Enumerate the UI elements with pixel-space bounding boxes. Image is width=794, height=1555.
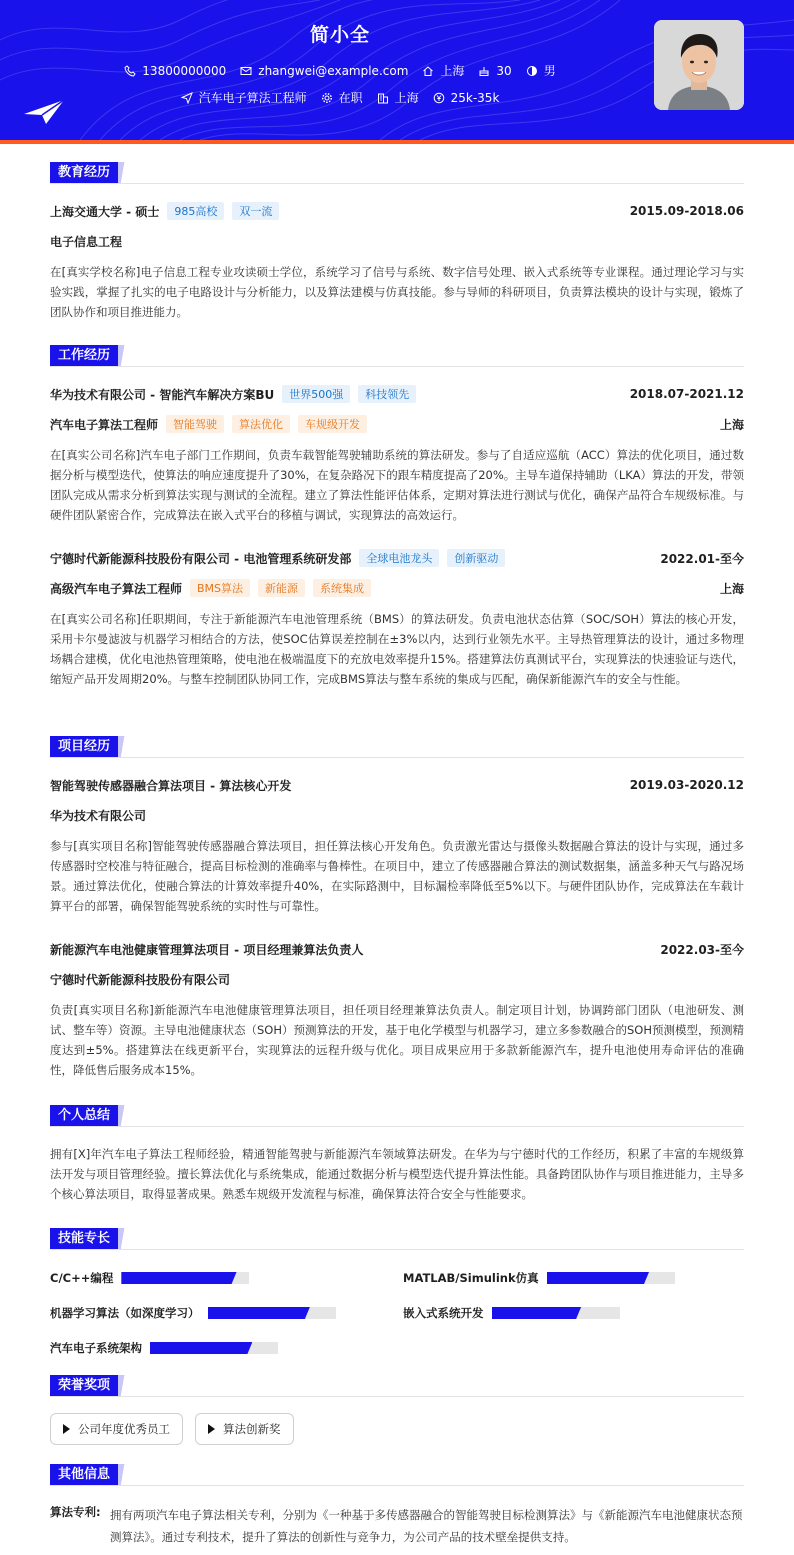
resume-header [0, 0, 794, 140]
role-tag: BMS算法 [190, 579, 250, 597]
projects-title: 项目经历 [50, 736, 118, 758]
education-major-row [50, 232, 744, 250]
project-name: 智能驾驶传感器融合算法项目 - 算法核心开发 [50, 778, 292, 793]
company-tag: 世界500强 [282, 385, 350, 403]
cake-icon [478, 65, 490, 77]
school-name: 上海交通大学 - 硕士 [50, 204, 160, 219]
project-company-row [50, 970, 744, 988]
award-item [50, 1413, 183, 1445]
gear-icon [321, 92, 333, 104]
title-tail [118, 736, 130, 758]
other-title: 其他信息 [50, 1464, 118, 1486]
building-icon [377, 92, 389, 104]
education-entry-header [50, 202, 744, 220]
work-title: 工作经历 [50, 345, 118, 367]
skill-name: 汽车电子系统架构 [50, 1341, 142, 1355]
skill-bar [121, 1272, 249, 1284]
skill-item [403, 1305, 620, 1321]
title-tail [118, 1228, 130, 1250]
section-divider [50, 1126, 744, 1127]
skill-bar [150, 1342, 278, 1354]
skill-name: 嵌入式系统开发 [403, 1306, 484, 1320]
other-section-title [50, 1464, 130, 1486]
title-tail [118, 1105, 130, 1127]
skill-name: MATLAB/Simulink仿真 [403, 1271, 539, 1285]
send-icon [181, 92, 193, 104]
education-date: 2015.09-2018.06 [629, 204, 744, 218]
role-name: 高级汽车电子算法工程师 [50, 581, 183, 596]
role-tag: 算法优化 [232, 415, 290, 433]
section-divider [50, 366, 744, 367]
award-item [195, 1413, 294, 1445]
money-icon [433, 92, 445, 104]
age-text: 30 [496, 63, 512, 78]
gender-info [526, 62, 556, 79]
company-tag: 全球电池龙头 [359, 549, 439, 567]
role-name: 汽车电子算法工程师 [50, 417, 159, 432]
section-divider [50, 1485, 744, 1486]
status-text: 在职 [338, 91, 363, 105]
role-tag: 智能驾驶 [166, 415, 224, 433]
email-icon [240, 65, 252, 77]
skill-item [403, 1270, 675, 1286]
job-row [0, 89, 680, 106]
projects-section-title [50, 736, 130, 758]
work-entry-header [50, 385, 744, 403]
summary-text: 拥有[X]年汽车电子算法工程师经验，精通智能驾驶与新能源汽车领域算法研发。在华为与宁德时代的工作经历，积累了丰富的车规级算法开发与项目管理经验。擅长算法优化与系统集成，能通过数据分析与模型迭代提升算法性能。具备跨团队协作与项目推进能力，主导多个核心算法项目，取得显著成果。熟悉车规级开发流程与标准，确保算法符合安全与性能要求。 [50, 1147, 744, 1201]
title-tail [118, 162, 130, 184]
project-company-row [50, 806, 744, 824]
project-description: 参与[真实项目名称]智能驾驶传感器融合算法项目，担任算法核心开发角色。负责激光雷达与摄像头数据融合算法的设计与实现，通过多传感器时空校准与特征融合，提高目标检测的准确率与鲁棒性。在项目中，建立了传感器融合算法的测试数据集，涵盖多种天气与路况场景。通过算法优化，使融合算法的计算效率提升40%，在实际路测中，目标漏检率降低至5%以下。与硬件团队协作，完成算法在车载计算平台的部署，确保智能驾驶系统的实时性与可靠性。 [50, 839, 744, 913]
work-description: 在[真实公司名称]汽车电子部门工作期间，负责车载智能驾驶辅助系统的算法研发。参与了自适应巡航（ACC）算法的优化项目，通过数据分析与模型迭代，使算法的响应速度提升了30%，在复杂路况下的跟车精度提高了20%。主导车道保持辅助（LKA）算法的开发，带领团队完成从需求分析到算法实现与测试的全流程。建立了算法性能评估体系，定期对算法进行测试与优化，确保产品符合车规级标准。与硬件团队紧密合作，完成算法在嵌入式平台的移植与调试，实现算法的高效运行。 [50, 448, 744, 522]
title-tail [118, 345, 130, 367]
project-company: 宁德时代新能源科技股份有限公司 [50, 972, 231, 987]
work-city: 上海 [719, 417, 744, 432]
work-role-row [50, 415, 744, 433]
gender-text: 男 [543, 64, 556, 78]
education-title: 教育经历 [50, 162, 118, 184]
education-description: 在[真实学校名称]电子信息工程专业攻读硕士学位，系统学习了信号与系统、数字信号处理、嵌入式系统等专业课程。通过理论学习与实验实践，掌握了扎实的电子电路设计与分析能力，以及算法建模与仿真技能。参与导师的科研项目，负责算法模块的设计与实现，锻炼了团队协作和项目推进能力。 [50, 265, 744, 319]
location-info [422, 62, 464, 79]
email-info [240, 64, 408, 78]
avatar [654, 20, 744, 110]
title-tail [118, 1464, 130, 1486]
position-info [181, 89, 307, 106]
location-text: 上海 [440, 64, 465, 78]
city-info [377, 89, 419, 106]
school-tag: 985高校 [167, 202, 224, 220]
company-tag: 创新驱动 [447, 549, 505, 567]
work-date: 2022.01-至今 [660, 551, 744, 566]
summary-title: 个人总结 [50, 1105, 118, 1127]
major-name: 电子信息工程 [50, 234, 123, 249]
gender-icon [526, 65, 538, 77]
status-info [321, 89, 363, 106]
work-entry-header [50, 549, 744, 567]
section-divider [50, 1396, 744, 1397]
salary-text: 25k-35k [450, 90, 500, 105]
paper-plane-icon [24, 100, 64, 124]
skill-item [50, 1340, 278, 1356]
work-city: 上海 [719, 581, 744, 596]
summary-section-title [50, 1105, 130, 1127]
avatar-portrait [654, 20, 744, 110]
triangle-bullet-icon [63, 1424, 70, 1434]
role-tag: 系统集成 [313, 579, 371, 597]
skill-item [50, 1305, 336, 1321]
section-divider [50, 757, 744, 758]
header-accent-line [0, 140, 794, 144]
skill-bar-fill [121, 1272, 236, 1284]
skills-section-title [50, 1228, 130, 1250]
skill-bar [547, 1272, 675, 1284]
phone-text: 13800000000 [142, 63, 227, 78]
awards-section-title [50, 1375, 130, 1397]
phone-icon [124, 65, 136, 77]
contact-row [0, 62, 680, 79]
section-divider [50, 183, 744, 184]
skill-item [50, 1270, 249, 1286]
section-divider [50, 1249, 744, 1250]
home-icon [422, 65, 434, 77]
skill-bar-fill [547, 1272, 649, 1284]
company-name: 宁德时代新能源科技股份有限公司 - 电池管理系统研发部 [50, 551, 352, 566]
patent-label: 算法专利: [50, 1505, 101, 1519]
work-date: 2018.07-2021.12 [629, 387, 744, 401]
project-company: 华为技术有限公司 [50, 808, 147, 823]
skill-name: 机器学习算法（如深度学习） [50, 1306, 200, 1320]
project-entry-header [50, 776, 744, 794]
project-description: 负责[真实项目名称]新能源汽车电池健康管理算法项目，担任项目经理兼算法负责人。制定项目计划，协调跨部门团队（电池研发、测试、整车等）资源。主导电池健康状态（SOH）预测算法的开发，基于电化学模型与机器学习，建立多参数融合的SOH预测模型，预测精度达到±5%。搭建算法在线更新平台，实现算法的远程升级与优化。项目成果应用于多款新能源汽车，提升电池使用寿命评估的准确性，降低售后服务成本15%。 [50, 1003, 744, 1077]
project-entry-header [50, 940, 744, 958]
work-description: 在[真实公司名称]任职期间，专注于新能源汽车电池管理系统（BMS）的算法研发。负责电池状态估算（SOC/SOH）算法的核心开发，采用卡尔曼滤波与机器学习相结合的方法，使SOC估算误差控制在±3%以内，达到行业领先水平。主导热管理算法的设计，通过多物理场耦合建模，优化电池热管理策略，使电池在极端温度下的充放电效率提升15%。搭建算法仿真测试平台，实现算法的快速验证与迭代，缩短产品开发周期20%。与整车控制团队协同工作，完成BMS算法与整车系统的集成与匹配，确保新能源汽车的安全与性能。 [50, 612, 744, 686]
skill-bar-fill [150, 1342, 252, 1354]
awards-title: 荣誉奖项 [50, 1375, 118, 1397]
role-tag: 车规级开发 [298, 415, 367, 433]
skill-bar-fill [492, 1307, 582, 1319]
candidate-name: 简小全 [309, 24, 370, 46]
role-tag: 新能源 [258, 579, 305, 597]
skill-name: C/C++编程 [50, 1271, 114, 1285]
work-section-title [50, 345, 130, 367]
project-date: 2019.03-2020.12 [629, 778, 744, 792]
school-tag: 双一流 [232, 202, 279, 220]
skill-bar [208, 1307, 336, 1319]
age-info [478, 64, 511, 78]
triangle-bullet-icon [208, 1424, 215, 1434]
education-section-title [50, 162, 130, 184]
project-name: 新能源汽车电池健康管理算法项目 - 项目经理兼算法负责人 [50, 942, 364, 957]
award-name: 公司年度优秀员工 [78, 1422, 170, 1436]
position-text: 汽车电子算法工程师 [198, 91, 307, 105]
company-tag: 科技领先 [358, 385, 416, 403]
patent-text: 拥有两项汽车电子算法相关专利，分别为《一种基于多传感器融合的智能驾驶目标检测算法》与《新能源汽车电池健康状态预测算法》。通过专利技术，提升了算法的创新性与竞争力，为公司产品的技术壁垒提供支持。 [110, 1508, 743, 1544]
phone-info [124, 64, 226, 78]
title-tail [118, 1375, 130, 1397]
skills-title: 技能专长 [50, 1228, 118, 1250]
company-name: 华为技术有限公司 - 智能汽车解决方案BU [50, 387, 275, 402]
project-date: 2022.03-至今 [660, 942, 744, 957]
work-role-row [50, 579, 744, 597]
skill-bar-fill [208, 1307, 310, 1319]
email-text: zhangwei@example.com [258, 63, 409, 78]
salary-info [433, 91, 500, 105]
skill-bar [492, 1307, 620, 1319]
city-text: 上海 [394, 91, 419, 105]
award-name: 算法创新奖 [223, 1422, 281, 1436]
